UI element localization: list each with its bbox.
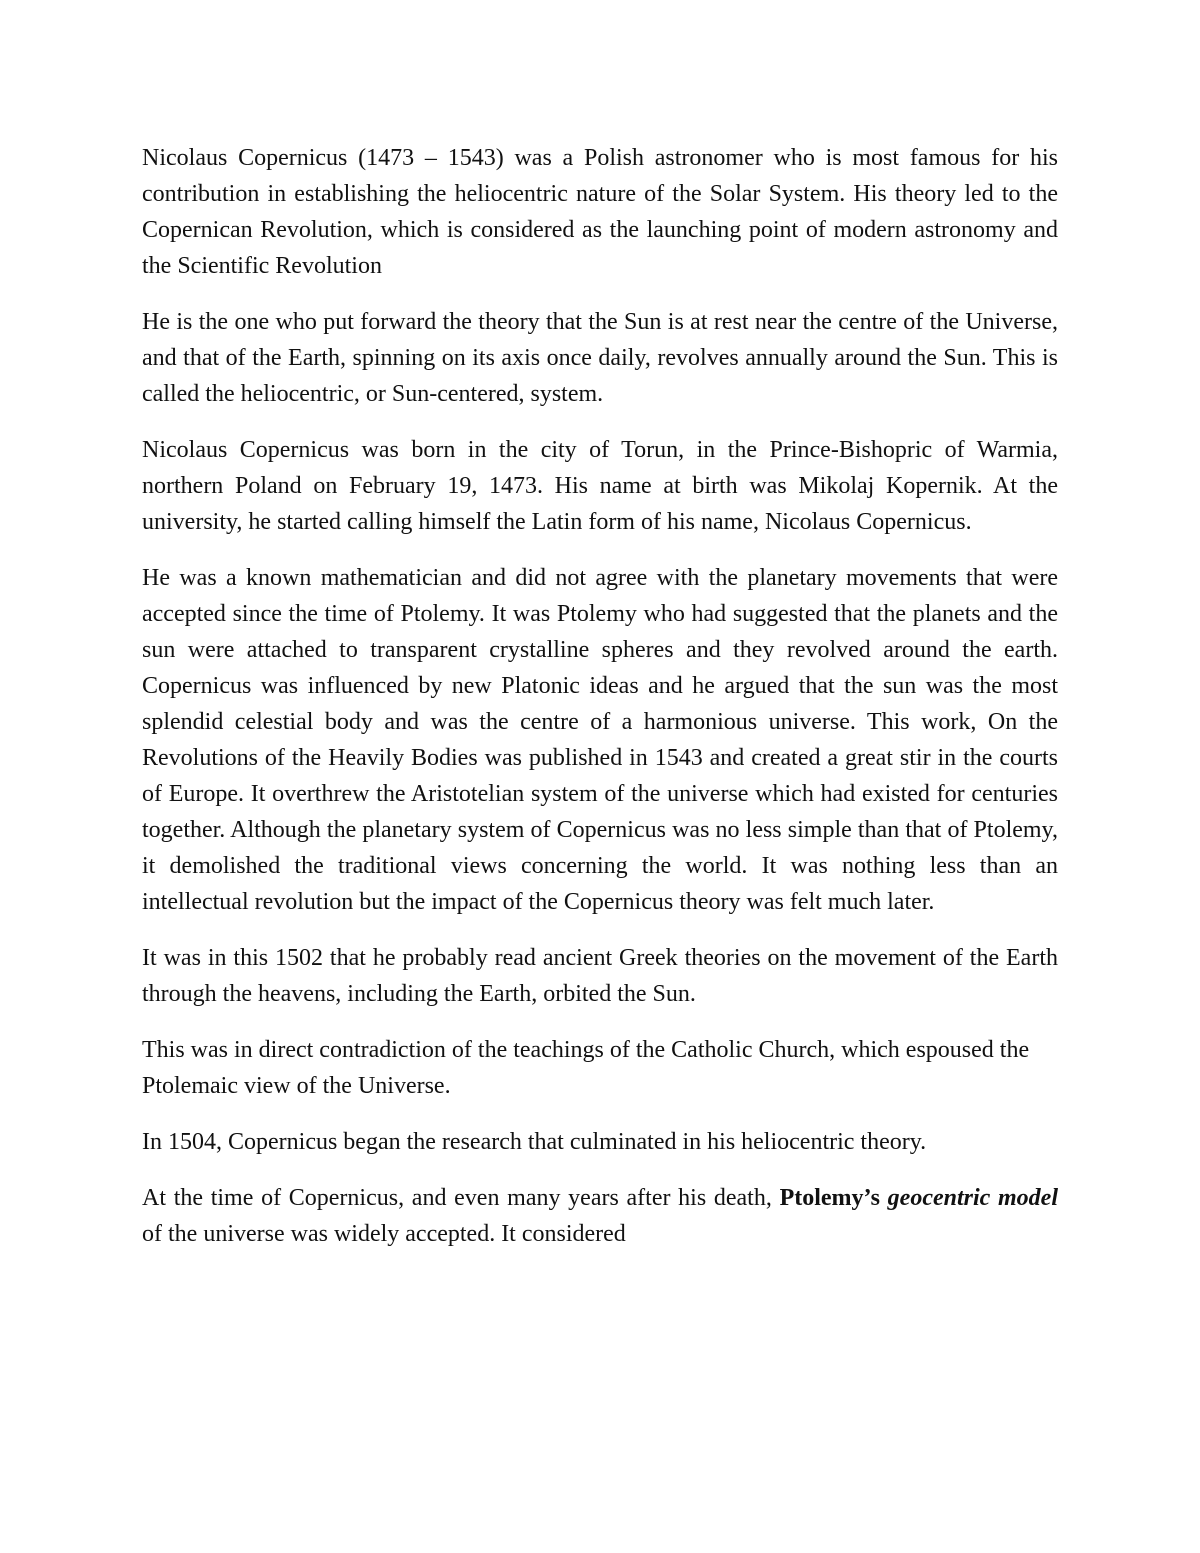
paragraph-6: This was in direct contradiction of the teachings of the Catholic Church, which espoused the Ptolemaic view of the Universe. — [142, 1037, 1030, 1099]
paragraph-1: Nicolaus Copernicus (1473 – 1543) was a Polish astronomer who is most famous for his contribution in establishing the heliocentric nature of the Solar System. His theory led to the Copernican Revolution, which is considered as the launching point of modern astronomy and the Scientific Revolution — [142, 145, 1058, 279]
geocentric-model-term: geocentric model — [887, 1185, 1058, 1211]
paragraph-5: It was in this 1502 that he probably read ancient Greek theories on the movement of the Earth through the heavens, including the Earth, orbited the Sun. — [142, 945, 1058, 1007]
document-body — [142, 140, 1058, 1272]
paragraph-3: Nicolaus Copernicus was born in the city of Torun, in the Prince-Bishopric of Warmia, northern Poland on February 19, 1473. His name at birth was Mikolaj Kopernik. At the university, he started calling himself the Latin form of his name, Nicolaus Copernicus. — [142, 437, 1058, 535]
paragraph-2: He is the one who put forward the theory that the Sun is at rest near the centre of the Universe, and that of the Earth, spinning on its axis once daily, revolves annually around the Sun. This is called the heliocentric, or Sun-centered, system. — [142, 309, 1058, 407]
paragraph-8 — [142, 1180, 1058, 1252]
paragraph-8-rest: of the universe was widely accepted. It considered — [142, 1221, 626, 1247]
paragraph-7: In 1504, Copernicus began the research that culminated in his heliocentric theory. — [142, 1129, 927, 1155]
paragraph-4: He was a known mathematician and did not agree with the planetary movements that were accepted since the time of Ptolemy. It was Ptolemy who had suggested that the planets and the sun were attached to transparent crystalline spheres and they revolved around the earth. Copernicus was influenced by new Platonic ideas and he argued that the sun was the most splendid celestial body and was the centre of a harmonious universe. This work, On the Revolutions of the Heavily Bodies was published in 1543 and created a great stir in the courts of Europe. It overthrew the Aristotelian system of the universe which had existed for centuries together. Although the planetary system of Copernicus was no less simple than that of Ptolemy, it demolished the traditional views concerning the world. It was nothing less than an intellectual revolution but the impact of the Copernicus theory was felt much later. — [142, 565, 1058, 915]
ptolemys-term: Ptolemy’s — [779, 1185, 880, 1211]
paragraph-8-intro: At the time of Copernicus, and even many years after his death, — [142, 1185, 772, 1211]
